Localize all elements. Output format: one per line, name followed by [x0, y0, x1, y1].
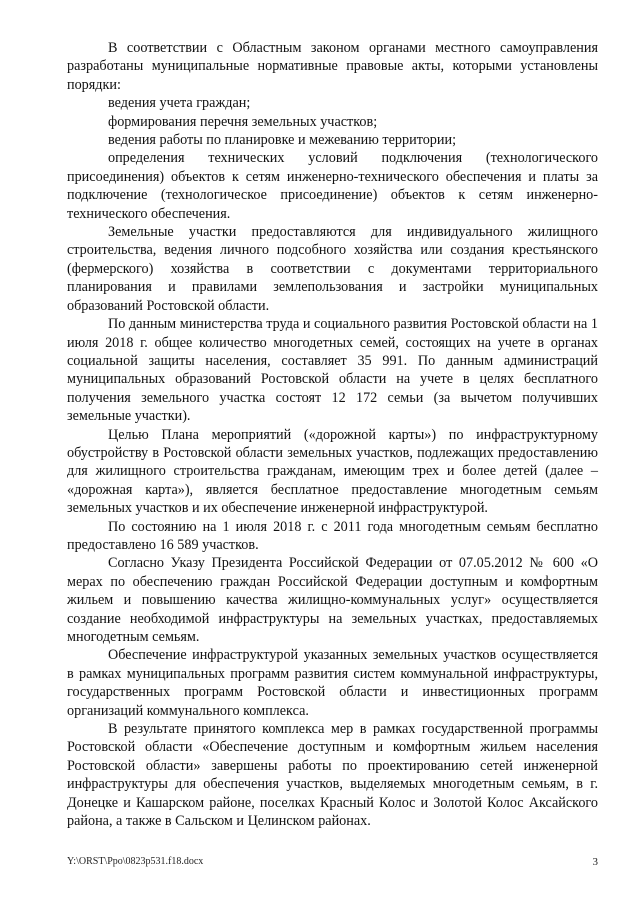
- footer-file-path: Y:\ORST\Ppo\0823p531.f18.docx: [67, 856, 204, 867]
- paragraph-plots-provided: По состоянию на 1 июля 2018 г. с 2011 года многодетным семьям бесплатно предоставлено 16 589 участков.: [67, 518, 598, 553]
- list-item-technical-conditions: определения технических условий подключения (технологического присоединения) объектов к сетям инженерно-технического обеспечения и платы за подключение (технологическое присоединение) объектов к сетям инженерно-технического обеспечения.: [67, 150, 598, 222]
- paragraph-statistics: По данным министерства труда и социального развития Ростовской области на 1 июля 2018 г. общее количество многодетных семей, состоящих на учете в органах социальной защиты населения, составляет 35 991. По данным администраций муниципальных образований Ростовской области на учете в целях бесплатного получения земельного участка состоят 12 172 семьи (за вычетом получивших земельные участки).: [67, 316, 598, 425]
- list-item-planning: ведения работы по планировке и межеванию территории;: [108, 132, 457, 149]
- list-item-citizen-registration: ведения учета граждан;: [108, 95, 251, 112]
- paragraph-land-use: Земельные участки предоставляются для индивидуального жилищного строительства, ведения личного подсобного хозяйства или создания крестьянского (фермерского) хозяйства в соответствии с документами территориального планирования и правилами землепользования и застройки муниципальных образований Ростовской области.: [67, 224, 598, 314]
- document-body: [67, 39, 598, 830]
- page-number: 3: [592, 856, 598, 868]
- list-item-land-list: формирования перечня земельных участков;: [108, 113, 378, 130]
- paragraph-intro: В соответствии с Областным законом органами местного самоуправления разработаны муниципальные нормативные правовые акты, которыми установлены порядки:: [67, 40, 598, 93]
- paragraph-results: В результате принятого комплекса мер в рамках государственной программы Ростовской области «Обеспечение доступным и комфортным жильем населения Ростовской области» завершены работы по проектированию сетей инженерной инфраструктуры для обеспечения участков, выделяемых многодетным семьям, в г. Донецке и Кашарском районе, поселках Красный Колос и Золотой Колос Аксайского района, а также в Сальском и Целинском районах.: [67, 721, 598, 830]
- paragraph-roadmap-goal: Целью Плана мероприятий («дорожной карты») по инфраструктурному обустройству в Ростовской области земельных участков, подлежащих предоставлению для жилищного строительства гражданам, имеющим трех и более детей (далее – «дорожная карта»), является бесплатное предоставление многодетным семьям земельных участков и их обеспечение инженерной инфраструктурой.: [67, 426, 598, 517]
- paragraph-infrastructure: Обеспечение инфраструктурой указанных земельных участков осуществляется в рамках муниципальных программ развития систем коммунальной инфраструктуры, государственных программ Ростовской области и инвестиционных программ организаций коммунального комплекса.: [67, 647, 598, 719]
- paragraph-decree: Согласно Указу Президента Российской Федерации от 07.05.2012 № 600 «О мерах по обеспечению граждан Российской Федерации доступным и комфортным жильем и повышению качества жилищно-коммунальных услуг» осуществляется создание необходимой инфраструктуры на земельных участках, предоставляемых многодетным семьям.: [67, 555, 598, 645]
